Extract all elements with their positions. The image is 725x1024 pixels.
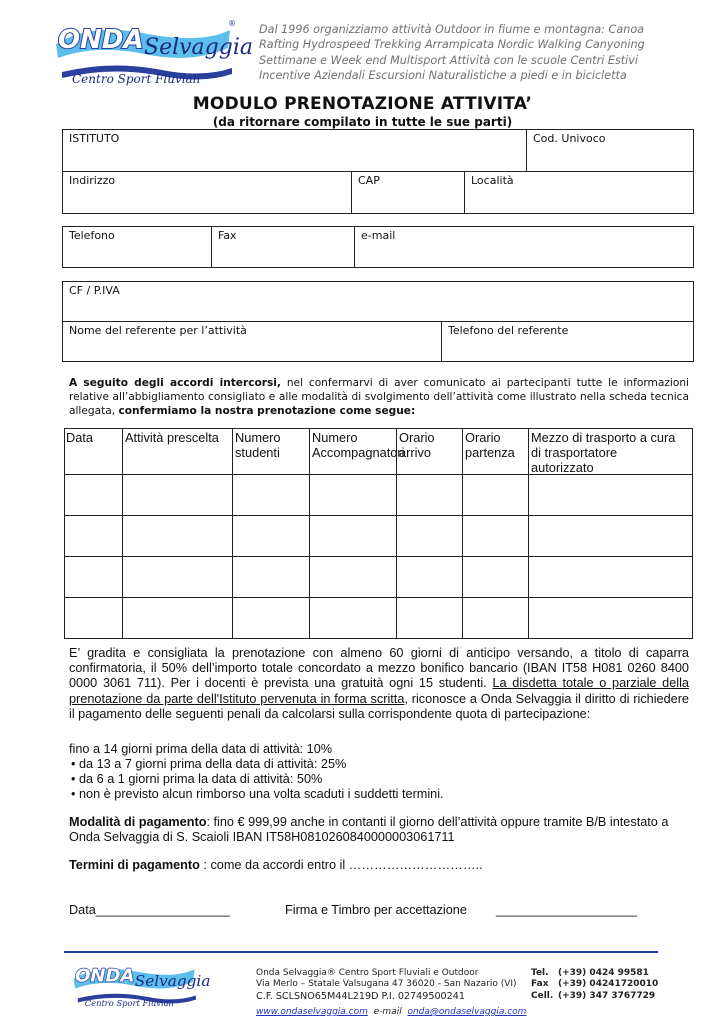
email-link[interactable]: onda@ondaselvaggia.com [407,1007,527,1017]
referente-field[interactable]: Nome del referente per l’attività [69,324,247,337]
agreement-tail: confermiamo la nostra prenotazione come segue: [118,405,416,417]
intro-line: Rafting Hydrospeed Trekking Arrampicata Nordic Walking Canyoning [259,38,645,52]
signature-field[interactable]: ____________________ [496,903,638,917]
penalty-item [71,757,346,772]
footer-company: Onda Selvaggia® Centro Sport Fluviali e Outdoor [256,968,479,978]
col-header-attivita: Attività prescelta [125,430,219,445]
payment-terms-text: : come da accordi entro il ………………………….. [199,858,483,872]
header-line: partenza [465,445,515,460]
onda-selvaggia-logo [52,14,253,86]
tel-label: Tel. [531,968,549,978]
footer-contacts [531,968,658,1002]
cap-field[interactable]: CAP [358,174,380,187]
footer-cell [531,991,658,1002]
divider [354,226,355,268]
col-header-numero-studenti [235,430,281,460]
fax-field[interactable]: Fax [218,229,237,242]
table-col-divider [309,428,310,639]
footer-street: Via Merlo – Statale Valsugana 47 36020 - San Nazario (VI) [256,979,517,990]
col-header-numero-accompagnatori [312,430,404,460]
header-line: studenti [235,445,280,460]
terms-text: E’ gradita e consigliata la prenotazione con almeno 60 giorni di anticipo versando, a titolo di caparra confirmatoria, il 50% dell’importo totale concordato a mezzo bonifico bancario (IBAN IT58 H081 0260 8400 0000 3061 711). Per i docenti è prevista una gratuità ogni 15 studenti. [69,646,689,691]
svg-text:Centro Sport Fluviali: Centro Sport Fluviali [72,72,201,86]
cell-value: (+39) 347 3767729 [558,990,656,1001]
footer-tel [531,968,658,979]
header-line: Orario [465,430,501,445]
penalty-item [71,772,322,787]
divider [211,226,212,268]
table-col-divider [232,428,233,639]
intro-line: Dal 1996 organizziamo attività Outdoor in fiume e montagna: Canoa [259,23,645,36]
header-line: Numero [312,430,358,445]
table-col-divider [122,428,123,639]
svg-text:ONDA: ONDA [58,25,144,55]
penalty-text: da 6 a 1 giorni prima la data di attività: 50% [78,772,323,786]
payment-terms [69,858,483,872]
header-line: Numero [235,430,281,445]
cf-piva-field[interactable]: CF / P.IVA [69,284,120,297]
col-header-mezzo-trasporto [531,430,675,475]
divider [62,171,694,172]
header-line: Orario [399,430,435,445]
footer-logo [68,958,211,1008]
col-header-data: Data [66,430,94,445]
header-line: autorizzato [531,460,594,475]
svg-text:Selvaggia: Selvaggia [144,35,253,60]
payment-method [69,815,689,845]
payment-terms-label: Termini di pagamento [69,858,200,872]
divider [62,321,694,322]
header-line: arrivo [399,445,431,460]
svg-text:Selvaggia: Selvaggia [134,971,211,990]
header-line: di trasportatore [531,445,618,460]
page-title: MODULO PRENOTAZIONE ATTIVITA’ [192,94,533,114]
bullet-icon: • [71,757,76,771]
table-col-divider [462,428,463,639]
localita-field[interactable]: Località [471,174,514,187]
istituto-field[interactable]: ISTITUTO [69,132,120,145]
divider [526,129,527,172]
bullet-icon: • [71,772,76,786]
table-row [64,556,693,557]
penalty-text: non è previsto alcun rimborso una volta scaduti i suddetti termini. [78,787,444,801]
signature-label: Firma e Timbro per accettazione [285,903,467,917]
footer-tax-ids: C.F. SCLSNO65M44L219D P.I. 02749500241 [256,990,465,1002]
cell-label: Cell. [531,990,554,1001]
indirizzo-field[interactable]: Indirizzo [69,174,116,187]
bullet-icon: • [71,787,76,801]
col-header-orario-arrivo [399,430,435,460]
fax-value: (+39) 04241720010 [558,979,659,990]
page-subtitle: (da ritornare compilato in tutte le sue parti) [212,115,513,129]
table-row [64,597,693,598]
telefono-referente-field[interactable]: Telefono del referente [448,324,569,337]
header-line: Mezzo di trasporto a cura [531,430,676,445]
terms-text: , riconosce a Onda Selvaggia il diritto di richiedere il pagamento delle seguenti penali da calcolarsi sulla corrispondente quota di partecipazione: [69,691,689,721]
intro-line: Settimane e Week end Multisport Attività con le scuole Centri Estivi [259,53,639,67]
date-field[interactable]: Data___________________ [69,903,230,917]
payment-text: : fino € 999,99 anche in contanti il giorno dell’attività oppure tramite B/B intestato a Onda Selvaggia di S. Scaioli IBAN IT58H0810260840000003061711 [69,815,669,845]
footer-divider [64,951,658,953]
intro-description [259,22,659,84]
email-label: e-mail [373,1007,402,1017]
penalty-text: da 13 a 7 giorni prima della data di attività: 25% [78,757,347,771]
footer-links [256,1007,526,1017]
table-col-divider [528,428,529,639]
svg-text:Centro Sport Fluviali: Centro Sport Fluviali [84,997,174,1008]
agreement-text: nel confermarvi di aver comunicato ai partecipanti tutte le informazioni relative all’abbigliamento consigliato e alle modalità di svolgimento dell’attività come illustrato nella scheda tecnica allegata, [69,377,689,417]
agreement-lead: A seguito degli accordi intercorsi, [69,377,281,389]
terms-underlined: La disdetta totale o parziale della prenotazione da parte dell'Istituto pervenuta in forma scritta [69,676,689,706]
penalty-item [71,787,444,802]
svg-text:®: ® [228,19,236,28]
svg-text:ONDA: ONDA [75,965,135,987]
penalty-line: fino a 14 giorni prima della data di attività: 10% [69,742,333,756]
terms-paragraph [69,646,689,722]
divider [441,321,442,362]
website-link[interactable]: www.ondaselvaggia.com [256,1007,368,1017]
cod-univoco-field[interactable]: Cod. Univoco [533,132,606,145]
footer-address [256,968,517,1002]
col-header-orario-partenza [465,430,515,460]
payment-label: Modalità di pagamento [69,815,207,829]
fax-label: Fax [531,979,549,990]
header-line: Accompagnatori [312,445,405,460]
footer-fax [531,979,658,990]
table-row [64,515,693,516]
divider [464,171,465,214]
divider [351,171,352,214]
tel-value: (+39) 0424 99581 [558,968,649,978]
agreement-paragraph [69,376,689,418]
email-field[interactable]: e-mail [361,229,396,242]
telefono-field[interactable]: Telefono [69,229,115,242]
intro-line: Incentive Aziendali Escursioni Naturalistiche a piedi e in bicicletta [259,69,627,83]
